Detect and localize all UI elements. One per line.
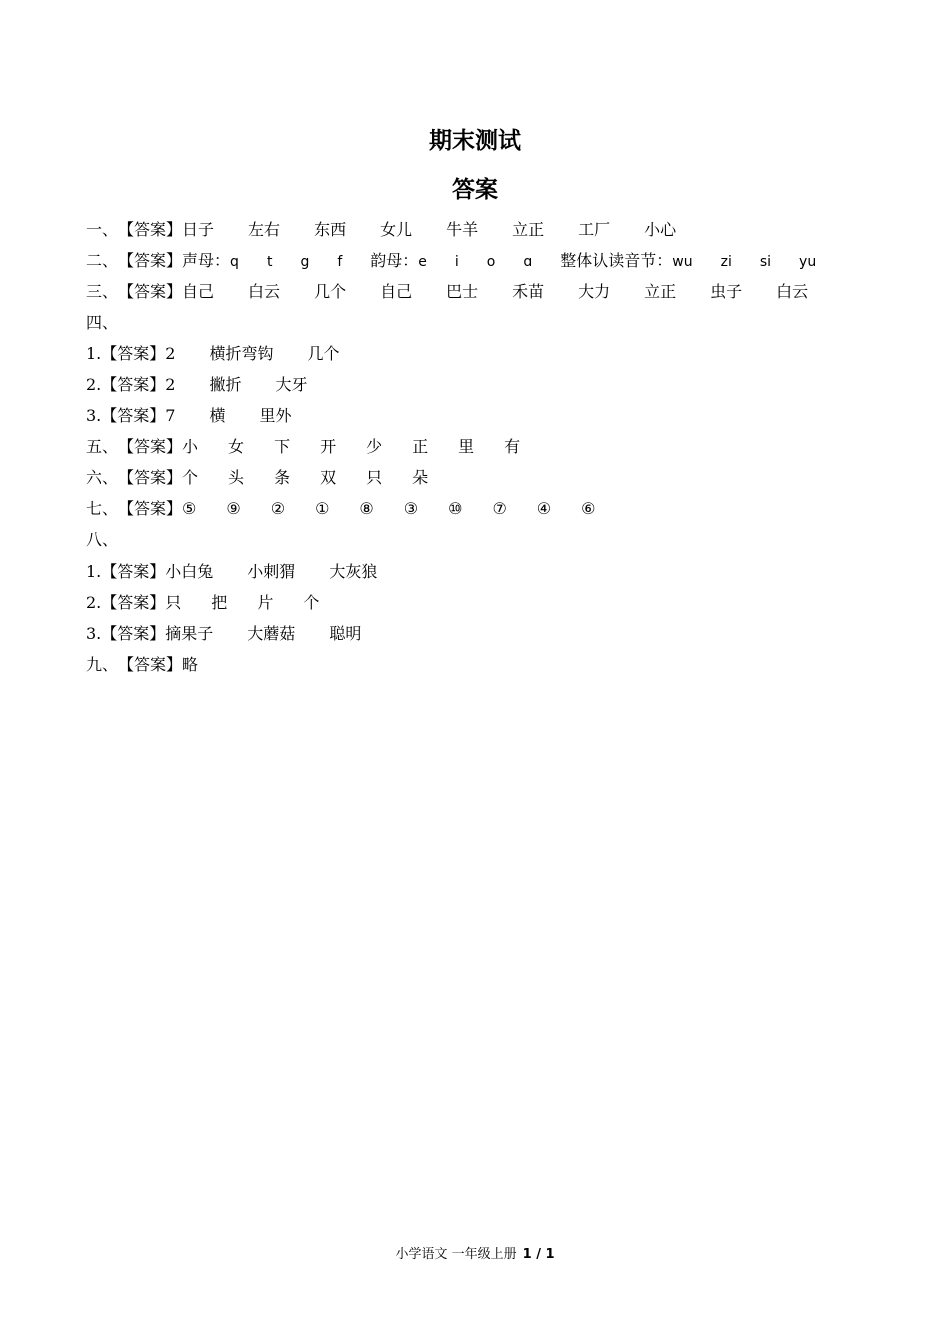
answer-item: 小心 <box>644 220 677 239</box>
answer-item: 禾苗 <box>512 282 545 301</box>
answer-items <box>182 218 710 242</box>
answer-item: 开 <box>320 437 337 456</box>
answer-item: 白云 <box>776 282 809 301</box>
page-footer <box>0 1246 950 1264</box>
answer-item: 立正 <box>644 282 677 301</box>
answer-items <box>165 404 325 428</box>
answer-item: t <box>266 254 273 270</box>
answer-item: ② <box>270 499 286 518</box>
answer-tag: 【答案】 <box>101 593 166 612</box>
answer-line-q4-1 <box>86 342 374 366</box>
footer-text: 小学语文 一年级上册 <box>395 1247 517 1262</box>
yunmu-items <box>418 249 560 274</box>
answer-item: 摘果子 <box>165 624 214 643</box>
answer-tag: 【答案】 <box>101 624 166 643</box>
answer-item: 巴士 <box>446 282 479 301</box>
answer-item: 正 <box>412 437 429 456</box>
answer-item: 只 <box>165 593 182 612</box>
question-number: 七、 <box>86 499 119 518</box>
answer-item: 几个 <box>314 282 347 301</box>
answer-item: 牛羊 <box>446 220 479 239</box>
answer-items <box>182 466 458 490</box>
answer-item: o <box>486 254 496 270</box>
answer-tag: 【答案】 <box>101 375 166 394</box>
answer-item: si <box>759 254 772 270</box>
answer-tag: 【答案】 <box>101 344 166 363</box>
answer-item: 日子 <box>182 220 215 239</box>
answer-item: 朵 <box>412 468 429 487</box>
answer-item: 个 <box>182 468 199 487</box>
answer-items <box>165 373 341 397</box>
answer-item: 7 <box>165 406 176 425</box>
answer-line-q4-3 <box>86 404 326 428</box>
answer-item: yu <box>799 254 817 270</box>
shengmu-label: 声母： <box>182 251 231 270</box>
answer-tag: 【答案】 <box>118 251 183 270</box>
answer-item: 里外 <box>259 406 292 425</box>
answer-item: q <box>230 254 239 270</box>
sub-number: 3. <box>86 624 102 643</box>
sub-number: 2. <box>86 375 102 394</box>
answer-items <box>182 280 842 304</box>
answer-item: ③ <box>403 499 419 518</box>
answer-line-q1 <box>86 218 710 242</box>
answer-line-q4 <box>86 311 118 335</box>
answer-item: i <box>454 254 459 270</box>
answer-item: 女 <box>228 437 245 456</box>
answer-item: 东西 <box>314 220 347 239</box>
answer-item: 条 <box>274 468 291 487</box>
answer-item: 双 <box>320 468 337 487</box>
answer-tag: 【答案】 <box>118 220 183 239</box>
yunmu-label: 韵母： <box>370 251 419 270</box>
answer-line-q7 <box>86 497 625 521</box>
answer-item: 有 <box>504 437 521 456</box>
answer-tag: 【答案】 <box>118 468 183 487</box>
answer-line-q8-2 <box>86 591 349 615</box>
question-number: 六、 <box>86 468 119 487</box>
answer-items <box>182 653 232 677</box>
question-number: 四、 <box>86 313 119 332</box>
answer-item: ① <box>315 499 330 518</box>
answer-item: 立正 <box>512 220 545 239</box>
answer-item: 自己 <box>182 282 215 301</box>
answer-item: ⑥ <box>581 499 596 518</box>
answer-item: 大力 <box>578 282 611 301</box>
answer-line-q2 <box>86 249 844 273</box>
answer-item: 左右 <box>248 220 281 239</box>
page-title: 期末测试 <box>429 128 521 154</box>
question-number: 九、 <box>86 655 119 674</box>
answer-item: 里 <box>458 437 475 456</box>
answer-item: 个 <box>303 593 320 612</box>
answer-item: ⑤ <box>182 499 197 518</box>
answer-item: ⑧ <box>359 499 374 518</box>
answer-item: 横折弯钩 <box>209 344 274 363</box>
answer-line-q8 <box>86 528 118 552</box>
answer-line-q8-1 <box>86 560 411 584</box>
answer-tag: 【答案】 <box>118 499 183 518</box>
answer-item: 小 <box>182 437 199 456</box>
answer-item: e <box>418 254 427 270</box>
answer-line-q9 <box>86 653 232 677</box>
sub-number: 1. <box>86 562 102 581</box>
answer-item: 大牙 <box>275 375 308 394</box>
answer-line-q3 <box>86 280 842 304</box>
answer-item: 撇折 <box>209 375 242 394</box>
answer-item: 白云 <box>248 282 281 301</box>
answer-item: 大灰狼 <box>329 562 378 581</box>
answer-item: ⑨ <box>226 499 241 518</box>
answer-tag: 【答案】 <box>118 282 183 301</box>
answer-line-q5 <box>86 435 550 459</box>
answer-item: 把 <box>211 593 228 612</box>
answer-item: ⑩ <box>448 499 463 518</box>
answer-item: 只 <box>366 468 383 487</box>
answer-items <box>165 342 373 366</box>
shengmu-items <box>230 249 370 274</box>
answer-item: 头 <box>228 468 245 487</box>
answer-item: 大蘑菇 <box>247 624 296 643</box>
page-subtitle: 答案 <box>452 177 498 203</box>
answer-item: wu <box>672 254 693 270</box>
answer-item: 聪明 <box>329 624 362 643</box>
answer-item: 2 <box>165 375 176 394</box>
answer-item: 略 <box>182 655 199 674</box>
question-number: 五、 <box>86 437 119 456</box>
answer-item: g <box>300 254 310 270</box>
answer-item: zi <box>720 254 732 270</box>
answer-line-q4-2 <box>86 373 342 397</box>
answer-items <box>182 497 625 521</box>
question-number: 二、 <box>86 251 119 270</box>
answer-items <box>165 560 411 584</box>
answer-tag: 【答案】 <box>118 437 183 456</box>
answer-line-q6 <box>86 466 458 490</box>
answer-item: f <box>337 254 343 270</box>
answer-item: 小白兔 <box>165 562 214 581</box>
question-number: 一、 <box>86 220 119 239</box>
answer-tag: 【答案】 <box>101 562 166 581</box>
answer-item: 下 <box>274 437 291 456</box>
answer-items <box>165 622 395 646</box>
answer-line-q8-3 <box>86 622 395 646</box>
answer-item: 虫子 <box>710 282 743 301</box>
answer-item: 片 <box>257 593 274 612</box>
answer-item: 工厂 <box>578 220 611 239</box>
question-number: 三、 <box>86 282 119 301</box>
question-number: 八、 <box>86 530 119 549</box>
sub-number: 3. <box>86 406 102 425</box>
answer-items <box>182 435 550 459</box>
answer-item: ⑦ <box>492 499 507 518</box>
sub-number: 1. <box>86 344 102 363</box>
answer-item: 自己 <box>380 282 413 301</box>
page-number: 1 / 1 <box>522 1247 555 1262</box>
answer-item: 横 <box>209 406 226 425</box>
answer-item: 小刺猬 <box>247 562 296 581</box>
answer-item: ④ <box>536 499 552 518</box>
answer-item: ɑ <box>523 254 533 270</box>
zhengti-label: 整体认读音节： <box>560 251 673 270</box>
zhengti-items <box>672 249 844 274</box>
answer-item: 2 <box>165 344 176 363</box>
answer-items <box>165 591 349 615</box>
answer-item: 少 <box>366 437 383 456</box>
answer-item: 几个 <box>307 344 340 363</box>
sub-number: 2. <box>86 593 102 612</box>
answer-tag: 【答案】 <box>118 655 183 674</box>
answer-item: 女儿 <box>380 220 413 239</box>
answer-tag: 【答案】 <box>101 406 166 425</box>
